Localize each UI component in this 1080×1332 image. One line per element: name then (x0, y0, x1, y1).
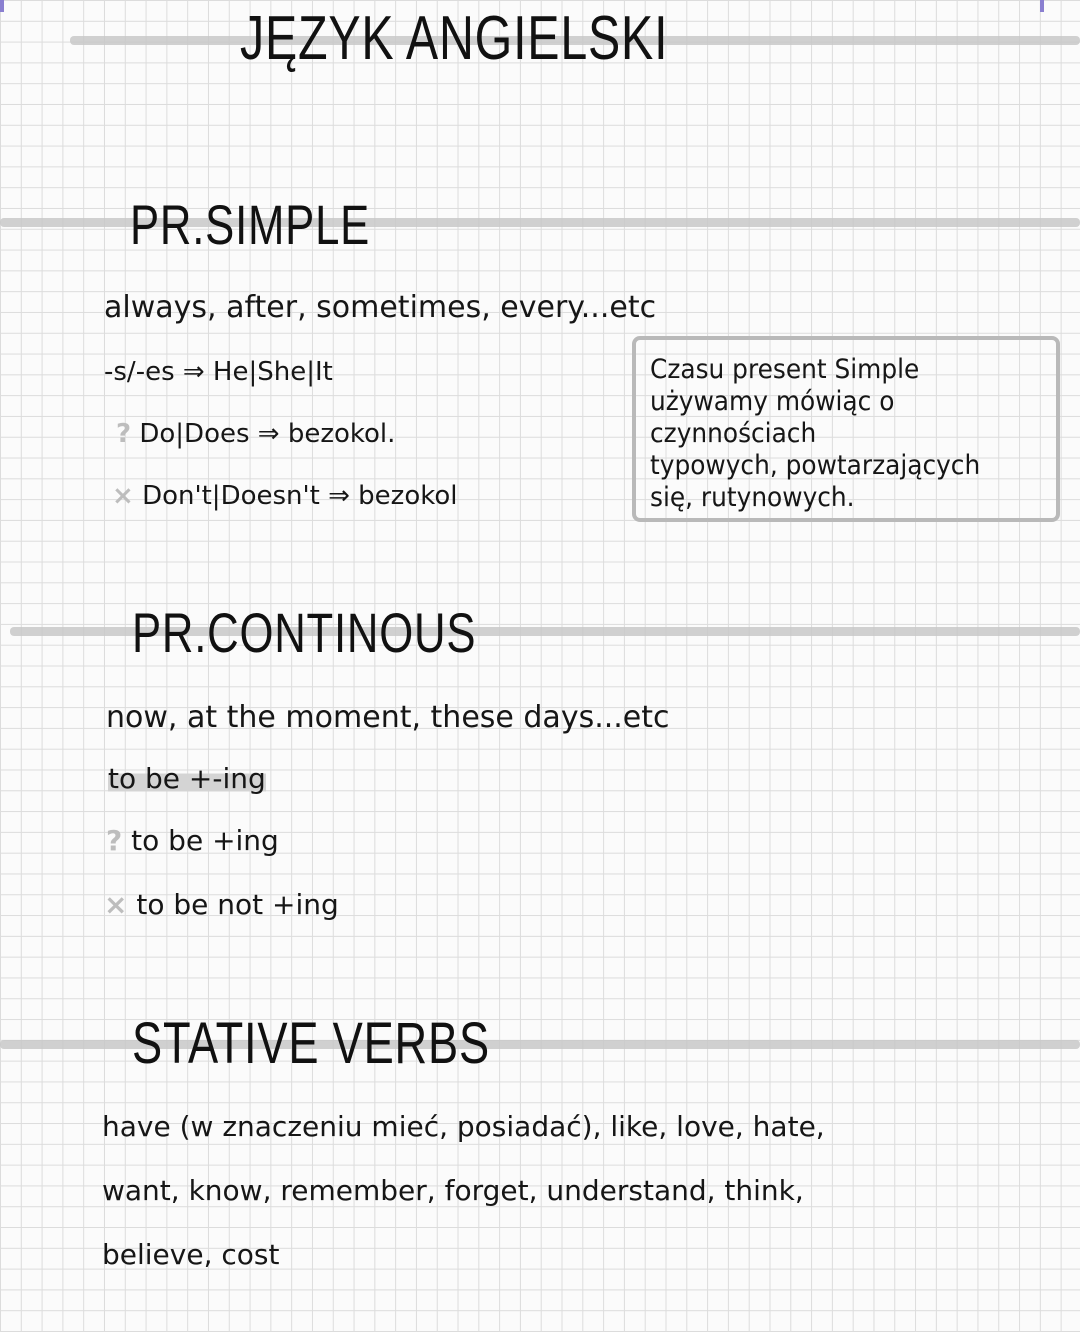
continuous-heading: PR.CONTINOUS (132, 601, 477, 664)
simple-rule-negative (112, 480, 458, 512)
simple-heading: PR.SIMPLE (130, 193, 371, 256)
note-line-2: używamy mówiąc o (650, 386, 895, 417)
left-edge-tab (0, 0, 4, 12)
stative-verbs-line-1: have (w znaczeniu mieć, posiadać), like, love, hate, (102, 1110, 825, 1143)
continuous-rule-negative (104, 888, 339, 922)
negative-cross-icon: × (104, 888, 128, 921)
question-mark-icon: ? (116, 419, 132, 449)
negative-cross-icon: × (112, 481, 134, 511)
question-mark-icon: ? (106, 824, 123, 857)
continuous-rule-affirmative-text: to be +-ing (108, 762, 266, 795)
note-line-3: czynnościach (650, 418, 817, 449)
stative-heading: STATIVE VERBS (132, 1011, 490, 1076)
simple-rule-affirmative (104, 356, 333, 388)
continuous-time-markers: now, at the moment, these days...etc (106, 700, 670, 735)
simple-rule-negative-text: Don't|Doesn't ⇒ bezokol (142, 481, 458, 511)
note-line-1: Czasu present Simple (650, 354, 920, 385)
continuous-rule-question-text: to be +ing (131, 824, 279, 857)
continuous-rule-negative-text: to be not +ing (136, 888, 339, 921)
simple-rule-affirmative-text: -s/-es ⇒ He|She|It (104, 357, 333, 387)
continuous-rule-question (106, 824, 279, 858)
right-edge-tab (1040, 0, 1044, 12)
page-title: JĘZYK ANGIELSKI (240, 4, 669, 73)
note-line-5: się, rutynowych. (650, 482, 855, 513)
simple-time-markers: always, after, sometimes, every...etc (104, 290, 657, 325)
simple-rule-question (116, 418, 395, 450)
note-line-4: typowych, powtarzających (650, 450, 981, 481)
simple-rule-question-text: Do|Does ⇒ bezokol. (139, 419, 396, 449)
stative-verbs-line-2: want, know, remember, forget, understand, think, (102, 1174, 804, 1207)
stative-verbs-line-3: believe, cost (102, 1238, 280, 1271)
continuous-rule-affirmative (108, 762, 266, 796)
simple-note-box (632, 336, 1060, 522)
